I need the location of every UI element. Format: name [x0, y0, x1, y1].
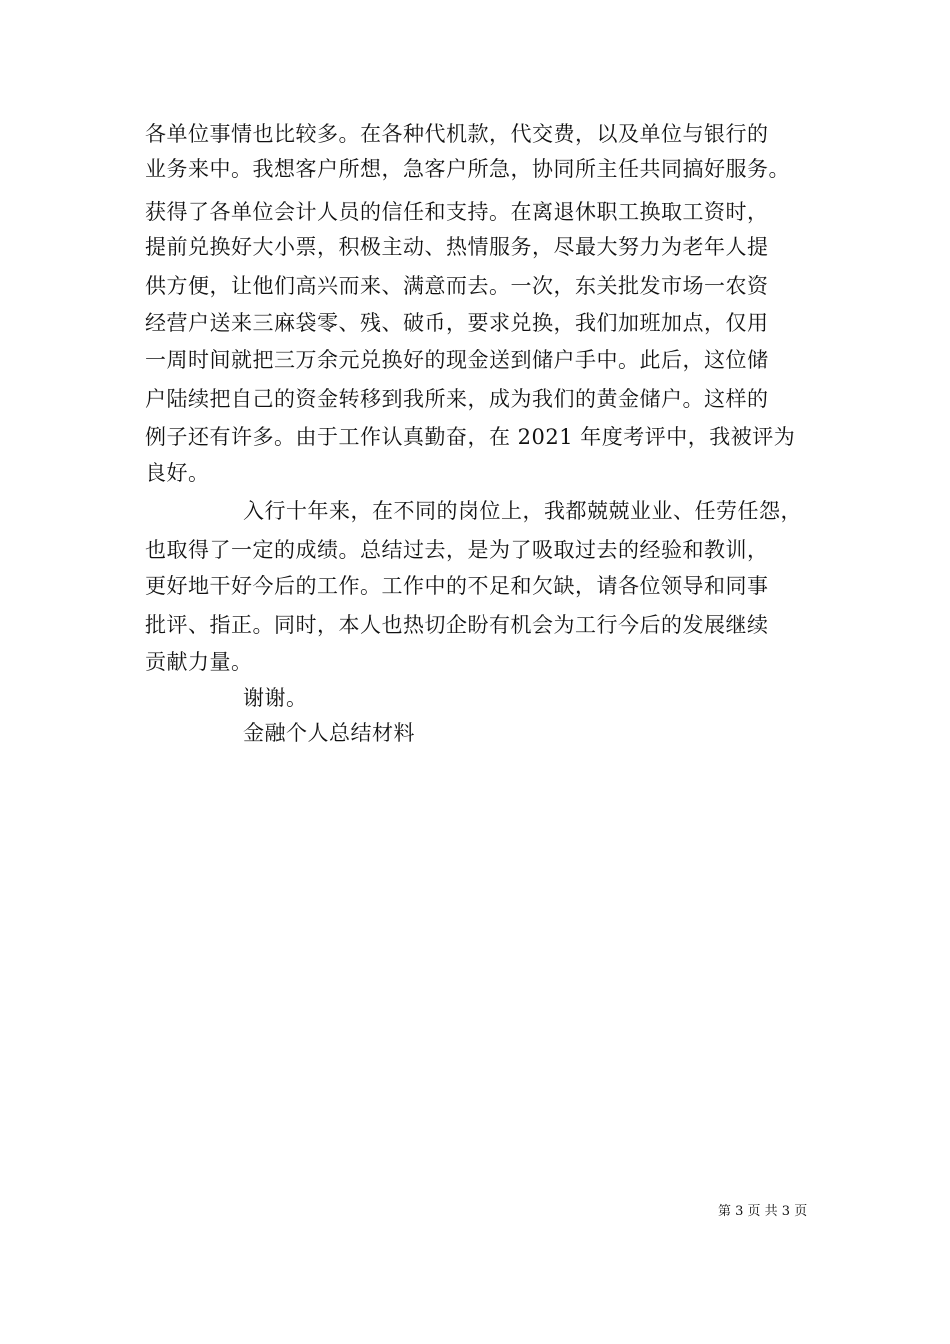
paragraph-line: 贡献力量。	[145, 650, 253, 674]
closing-text: 谢谢。	[243, 686, 308, 710]
paragraph-line: 批评、指正。同时，本人也热切企盼有机会为工行今后的发展继续	[145, 613, 769, 637]
paragraph-line: 供方便，让他们高兴而来、满意而去。一次，东关批发市场一农资	[145, 274, 769, 298]
paragraph-line: 例子还有许多。由于工作认真勤奋，在 2021 年度考评中，我被评为	[145, 425, 796, 449]
paragraph-line: 良好。	[145, 461, 210, 485]
paragraph-line: 各单位事情也比较多。在各种代机款，代交费，以及单位与银行的	[145, 122, 769, 146]
paragraph-line: 一周时间就把三万余元兑换好的现金送到储户手中。此后，这位储	[145, 348, 769, 372]
paragraph-line: 业务来中。我想客户所想，急客户所急，协同所主任共同搞好服务。	[145, 157, 790, 181]
paragraph-line: 更好地干好今后的工作。工作中的不足和欠缺，请各位领导和同事	[145, 574, 769, 598]
paragraph-line: 也取得了一定的成绩。总结过去，是为了吸取过去的经验和教训，	[145, 538, 769, 562]
page-indicator: 第 3 页 共 3 页	[718, 1204, 808, 1219]
document-title-line: 金融个人总结材料	[243, 721, 415, 745]
paragraph-line: 提前兑换好大小票，积极主动、热情服务，尽最大努力为老年人提	[145, 235, 769, 259]
paragraph-line: 经营户送来三麻袋零、残、破币，要求兑换，我们加班加点，仅用	[145, 311, 769, 335]
paragraph-line: 入行十年来，在不同的岗位上，我都兢兢业业、任劳任怨，	[243, 499, 802, 523]
paragraph-line: 获得了各单位会计人员的信任和支持。在离退休职工换取工资时，	[145, 200, 769, 224]
paragraph-line: 户陆续把自己的资金转移到我所来，成为我们的黄金储户。这样的	[145, 387, 769, 411]
